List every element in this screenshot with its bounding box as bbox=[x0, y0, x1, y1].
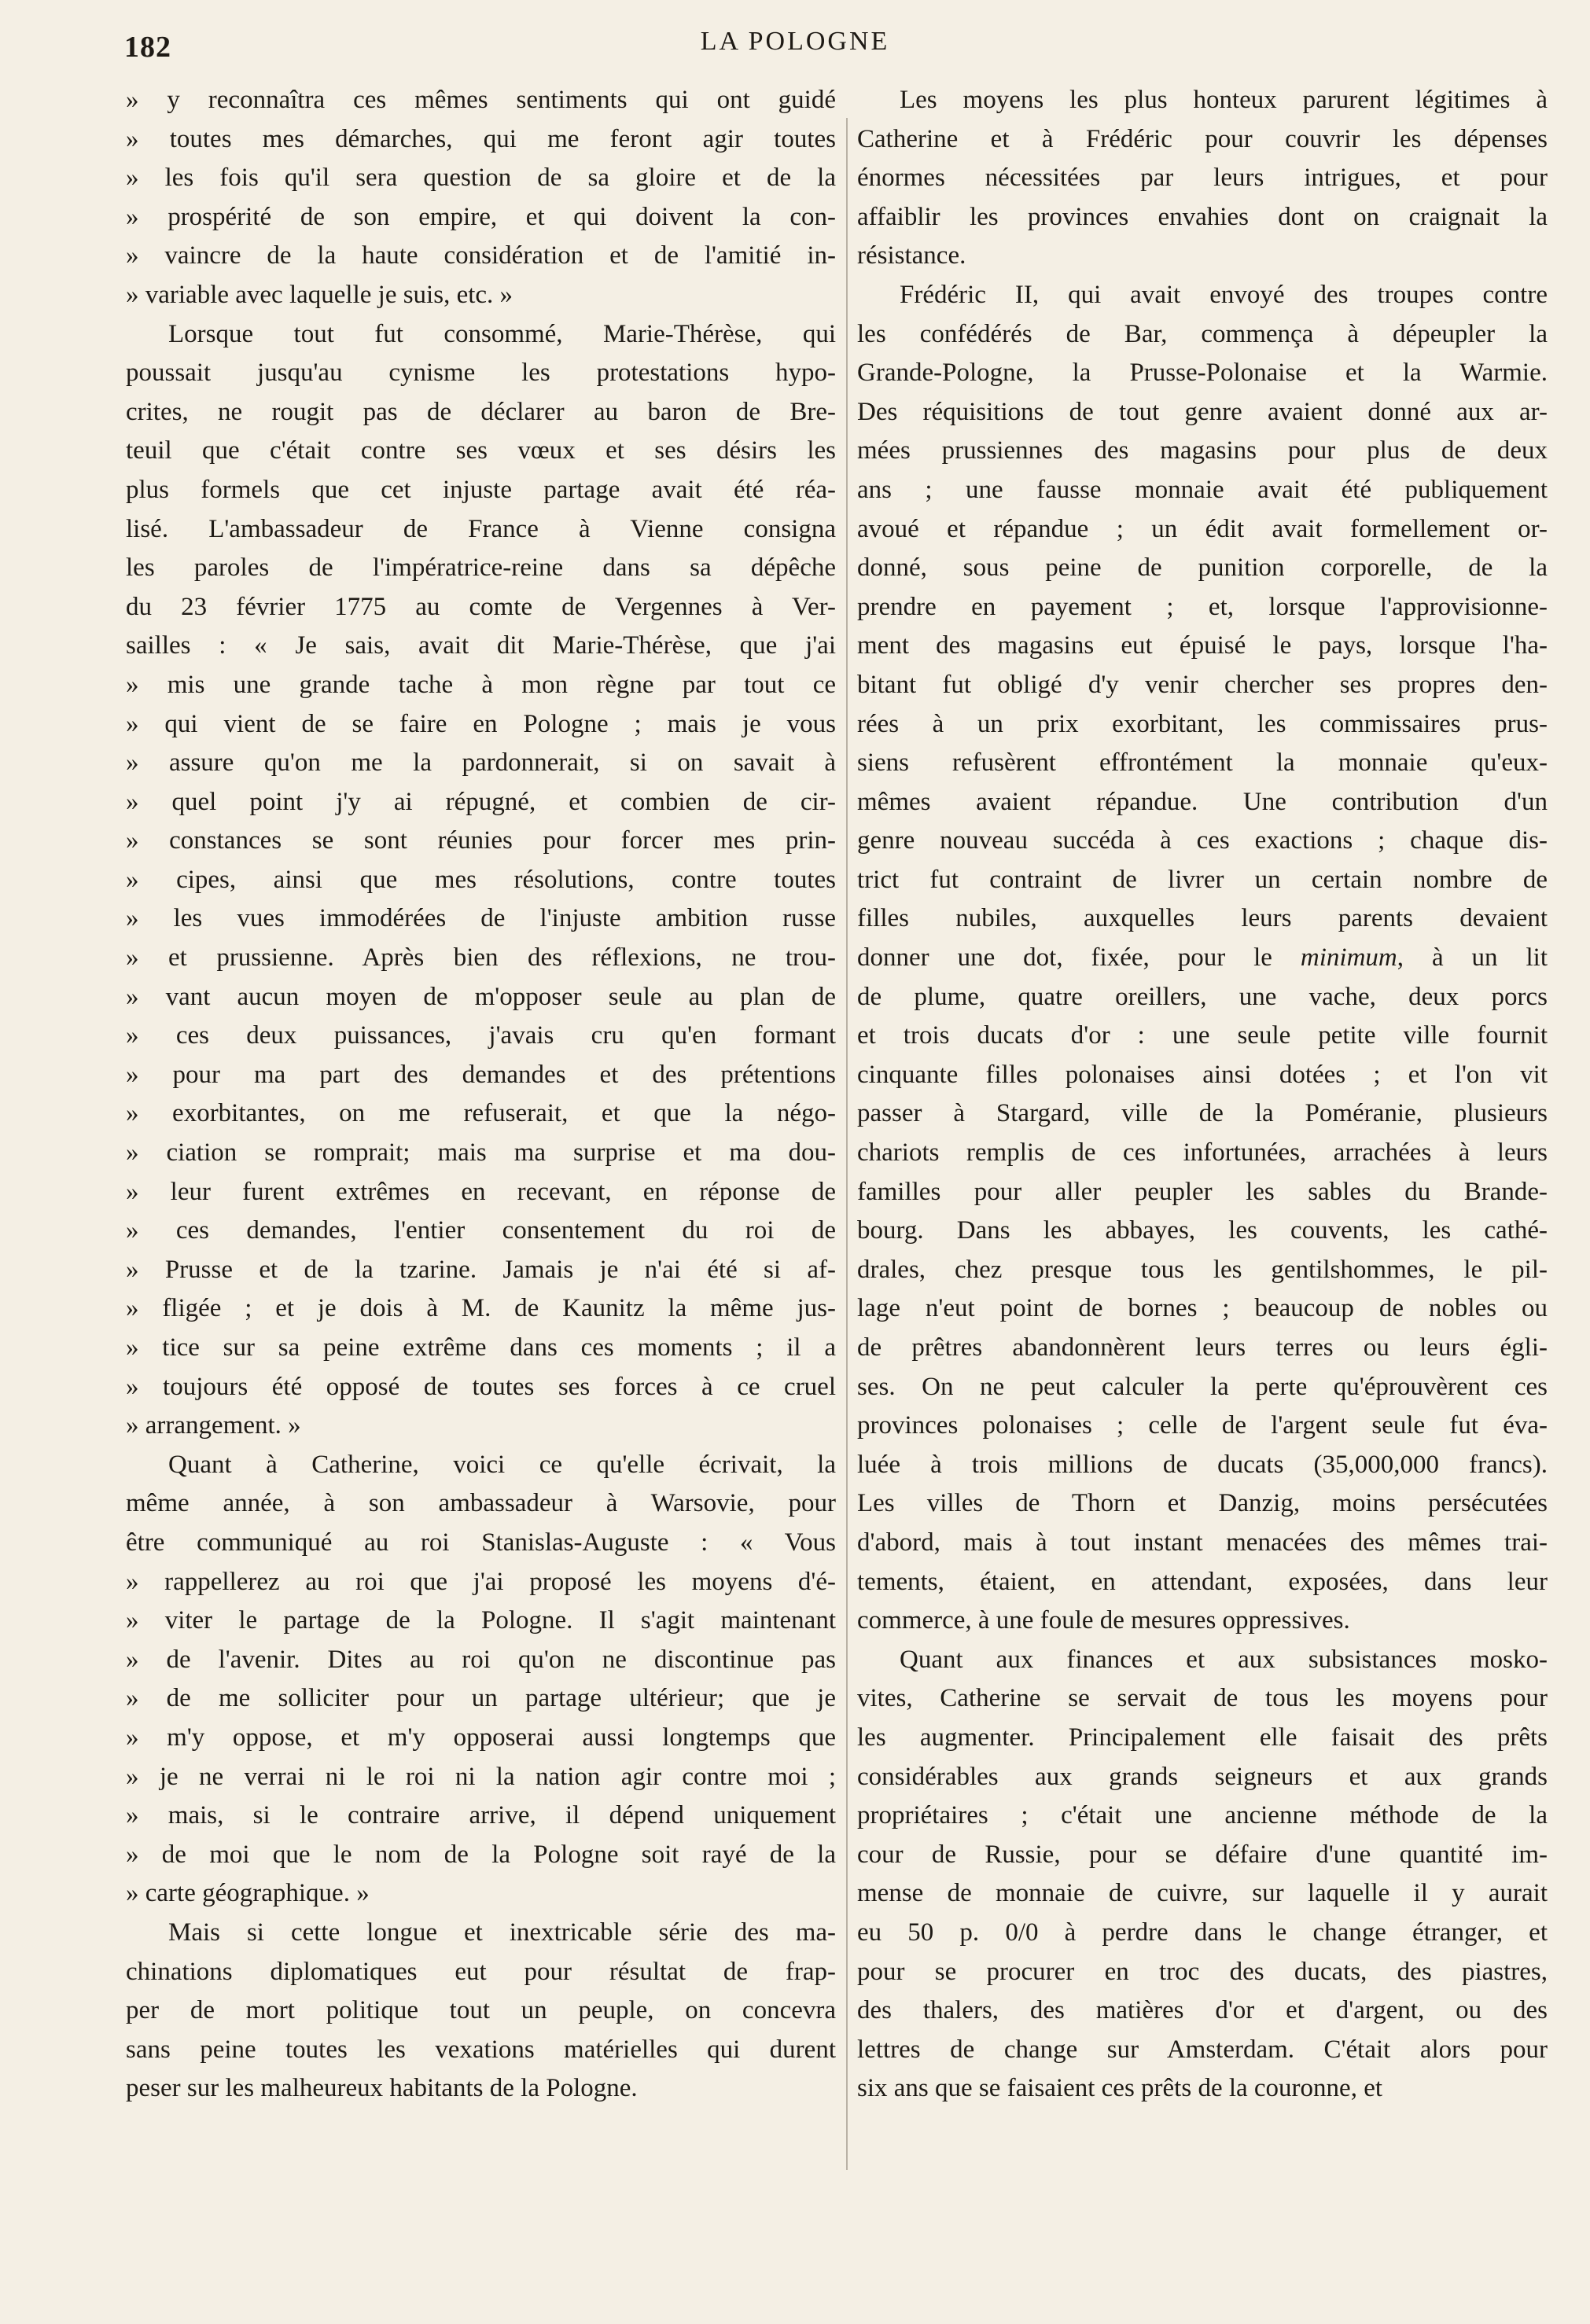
text-line: sailles : « Je sais, avait dit Marie-Thérèse, que j'ai bbox=[126, 631, 836, 660]
text-line: ment des magasins eut épuisé le pays, lorsque l'ha- bbox=[857, 631, 1548, 660]
text-line: » toutes mes démarches, qui me feront agir toutes bbox=[126, 124, 836, 153]
text-line: lage n'eut point de bornes ; beaucoup de nobles ou bbox=[857, 1294, 1548, 1323]
text-line: » leur furent extrêmes en recevant, en réponse de bbox=[126, 1177, 836, 1206]
text-line: » ciation se romprait; mais ma surprise et ma dou- bbox=[126, 1138, 836, 1168]
text-line: cour de Russie, pour se défaire d'une quantité im- bbox=[857, 1840, 1548, 1869]
text-line: » je ne verrai ni le roi ni la nation agir contre moi ; bbox=[126, 1762, 836, 1791]
text-line: » mis une grande tache à mon règne par tout ce bbox=[126, 670, 836, 699]
text-line: cinquante filles polonaises ainsi dotées ; et l'on vit bbox=[857, 1060, 1548, 1089]
text-line: » les fois qu'il sera question de sa gloire et de la bbox=[126, 164, 836, 193]
text-line: » vaincre de la haute considération et de l'amitié in- bbox=[126, 241, 836, 270]
paragraph bbox=[126, 1446, 836, 1914]
text-line: Quant à Catherine, voici ce qu'elle écrivait, la bbox=[168, 1450, 836, 1479]
text-line: per de mort politique tout un peuple, on concevra bbox=[126, 1996, 836, 2025]
text-line: provinces polonaises ; celle de l'argent seule fut éva- bbox=[857, 1411, 1548, 1440]
text-line: » ces demandes, l'entier consentement du roi de bbox=[126, 1216, 836, 1245]
text-line: » de l'avenir. Dites au roi qu'on ne discontinue pas bbox=[126, 1645, 836, 1674]
text-line: vites, Catherine se servait de tous les moyens pour bbox=[857, 1684, 1548, 1713]
text-line: Les villes de Thorn et Danzig, moins persécutées bbox=[857, 1489, 1548, 1518]
text-line: tements, étaient, en attendant, exposées, dans leur bbox=[857, 1567, 1548, 1596]
text-line: genre nouveau succéda à ces exactions ; chaque dis- bbox=[857, 826, 1548, 855]
text-line: considérables aux grands seigneurs et aux grands bbox=[857, 1762, 1548, 1791]
text-line: » de moi que le nom de la Pologne soit rayé de la bbox=[126, 1840, 836, 1869]
text-line: » m'y oppose, et m'y opposerai aussi longtemps que bbox=[126, 1723, 836, 1752]
text-line: drales, chez presque tous les gentilshommes, le pil- bbox=[857, 1255, 1548, 1284]
text-line: ses. On ne peut calculer la perte qu'éprouvèrent ces bbox=[857, 1372, 1548, 1401]
text-line: de plume, quatre oreillers, une vache, deux porcs bbox=[857, 982, 1548, 1011]
text-line: Grande-Pologne, la Prusse-Polonaise et la Warmie. bbox=[857, 359, 1548, 388]
text-line: résistance. bbox=[857, 241, 966, 270]
text-line: » y reconnaîtra ces mêmes sentiments qui ont guidé bbox=[126, 86, 836, 114]
paragraph bbox=[126, 1914, 836, 2109]
text-line: propriétaires ; c'était une ancienne méthode de la bbox=[857, 1801, 1548, 1830]
text-line: » viter le partage de la Pologne. Il s'agit maintenant bbox=[126, 1606, 836, 1635]
text-line: et trois ducats d'or : une seule petite ville fournit bbox=[857, 1021, 1548, 1050]
text-line: » assure qu'on me la pardonnerait, si on savait à bbox=[126, 748, 836, 778]
text-line: » variable avec laquelle je suis, etc. » bbox=[126, 280, 513, 309]
right-column bbox=[857, 81, 1548, 2109]
text-line: » mais, si le contraire arrive, il dépend uniquement bbox=[126, 1801, 836, 1830]
text-line: » constances se sont réunies pour forcer mes prin- bbox=[126, 826, 836, 855]
text-line: d'abord, mais à tout instant menacées des mêmes trai- bbox=[857, 1528, 1548, 1557]
text-line: » arrangement. » bbox=[126, 1411, 301, 1440]
text-line: » exorbitantes, on me refuserait, et que la négo- bbox=[126, 1099, 836, 1128]
text-line: énormes nécessitées par leurs intrigues, et pour bbox=[857, 164, 1548, 193]
left-column bbox=[126, 81, 836, 2109]
page-number: 182 bbox=[124, 31, 171, 64]
text-line: mêmes avaient répandue. Une contribution d'un bbox=[857, 787, 1548, 816]
text-line: » de me solliciter pour un partage ultérieur; que je bbox=[126, 1684, 836, 1713]
text-line: Catherine et à Frédéric pour couvrir les dépenses bbox=[857, 124, 1548, 153]
text-line: » fligée ; et je dois à M. de Kaunitz la même jus- bbox=[126, 1294, 836, 1323]
text-line: six ans que se faisaient ces prêts de la couronne, et bbox=[857, 2074, 1383, 2103]
text-line: mées prussiennes des magasins pour plus de deux bbox=[857, 436, 1548, 465]
text-line: bitant fut obligé d'y venir chercher ses propres den- bbox=[857, 670, 1548, 699]
text-line: » prospérité de son empire, et qui doivent la con- bbox=[126, 202, 836, 231]
text-line: pour se procurer en troc des ducats, des piastres, bbox=[857, 1957, 1548, 1986]
text-line: ans ; une fausse monnaie avait été publiquement bbox=[857, 475, 1548, 504]
text-line: poussait jusqu'au cynisme les protestations hypo- bbox=[126, 359, 836, 388]
text-line: teuil que c'était contre ses vœux et ses désirs les bbox=[126, 436, 836, 465]
text-line: » cipes, ainsi que mes résolutions, contre toutes bbox=[126, 865, 836, 894]
text-line: plus formels que cet injuste partage avait été réa- bbox=[126, 475, 836, 504]
text-line: eu 50 p. 0/0 à perdre dans le change étranger, et bbox=[857, 1918, 1548, 1947]
text-line: peser sur les malheureux habitants de la Pologne. bbox=[126, 2074, 638, 2103]
text-line: » qui vient de se faire en Pologne ; mais je vous bbox=[126, 709, 836, 738]
text-line: Mais si cette longue et inextricable série des ma- bbox=[168, 1918, 836, 1947]
paragraph bbox=[857, 1641, 1548, 2109]
text-line: commerce, à une foule de mesures oppressives. bbox=[857, 1606, 1350, 1635]
text-line: de prêtres abandonnèrent leurs terres ou leurs égli- bbox=[857, 1333, 1548, 1362]
text-line: » Prusse et de la tzarine. Jamais je n'ai été si af- bbox=[126, 1255, 836, 1284]
text-line: Les moyens les plus honteux parurent légitimes à bbox=[900, 86, 1548, 114]
text-line: même année, à son ambassadeur à Warsovie, pour bbox=[126, 1489, 836, 1518]
text-line: les paroles de l'impératrice-reine dans sa dépêche bbox=[126, 553, 836, 583]
paragraph bbox=[126, 81, 836, 315]
text-line: bourg. Dans les abbayes, les couvents, les cathé- bbox=[857, 1216, 1548, 1245]
column-divider bbox=[846, 118, 848, 2170]
text-line: trict fut contraint de livrer un certain nombre de bbox=[857, 865, 1548, 894]
text-line: Frédéric II, qui avait envoyé des troupes contre bbox=[900, 280, 1548, 309]
text-line: » vant aucun moyen de m'opposer seule au plan de bbox=[126, 982, 836, 1011]
text-line: être communiqué au roi Stanislas-Auguste : « Vous bbox=[126, 1528, 836, 1557]
text-line: » quel point j'y ai répugné, et combien de cir- bbox=[126, 787, 836, 816]
text-line: luée à trois millions de ducats (35,000,000 francs). bbox=[857, 1450, 1548, 1479]
text-line: filles nubiles, auxquelles leurs parents devaient bbox=[857, 904, 1548, 933]
text-line: siens refusèrent effrontément la monnaie qu'eux- bbox=[857, 748, 1548, 778]
text-line: les confédérés de Bar, commença à dépeupler la bbox=[857, 319, 1548, 348]
text-line: Des réquisitions de tout genre avaient donné aux ar- bbox=[857, 397, 1548, 426]
text-line: » ces deux puissances, j'avais cru qu'en formant bbox=[126, 1021, 836, 1050]
text-line: du 23 février 1775 au comte de Vergennes à Ver- bbox=[126, 592, 836, 621]
text-line: crites, ne rougit pas de déclarer au baron de Bre- bbox=[126, 397, 836, 426]
paragraph bbox=[857, 81, 1548, 276]
running-title: LA POLOGNE bbox=[700, 27, 890, 56]
text-line: rées à un prix exorbitant, les commissaires prus- bbox=[857, 709, 1548, 738]
text-line: lisé. L'ambassadeur de France à Vienne consigna bbox=[126, 514, 836, 543]
text-line: chariots remplis de ces infortunées, arrachées à leurs bbox=[857, 1138, 1548, 1168]
text-line: passer à Stargard, ville de la Poméranie, plusieurs bbox=[857, 1099, 1548, 1128]
text-line: » rappellerez au roi que j'ai proposé les moyens d'é- bbox=[126, 1567, 836, 1596]
text-line: les augmenter. Principalement elle faisait des prêts bbox=[857, 1723, 1548, 1752]
text-line: donner une dot, fixée, pour le minimum, à un lit bbox=[857, 943, 1548, 973]
text-line: Quant aux finances et aux subsistances mosko- bbox=[900, 1645, 1548, 1674]
text-line: prendre en payement ; et, lorsque l'approvisionne- bbox=[857, 592, 1548, 621]
text-line: Lorsque tout fut consommé, Marie-Thérèse, qui bbox=[168, 319, 836, 348]
text-line: lettres de change sur Amsterdam. C'était alors pour bbox=[857, 2035, 1548, 2064]
text-line: affaiblir les provinces envahies dont on craignait la bbox=[857, 202, 1548, 231]
text-line: donné, sous peine de punition corporelle, de la bbox=[857, 553, 1548, 583]
text-line: mense de monnaie de cuivre, sur laquelle il y aurait bbox=[857, 1879, 1548, 1908]
text-line: sans peine toutes les vexations matérielles qui durent bbox=[126, 2035, 836, 2064]
text-line: » pour ma part des demandes et des prétentions bbox=[126, 1060, 836, 1089]
paragraph bbox=[126, 315, 836, 1446]
text-line: » carte géographique. » bbox=[126, 1879, 370, 1908]
text-line: avoué et répandue ; un édit avait formellement or- bbox=[857, 514, 1548, 543]
text-line: » tice sur sa peine extrême dans ces moments ; il a bbox=[126, 1333, 836, 1362]
paragraph bbox=[857, 276, 1548, 1641]
text-line: » les vues immodérées de l'injuste ambition russe bbox=[126, 904, 836, 933]
text-line: des thalers, des matières d'or et d'argent, ou des bbox=[857, 1996, 1548, 2025]
text-line: chinations diplomatiques eut pour résultat de frap- bbox=[126, 1957, 836, 1986]
text-line: » et prussienne. Après bien des réflexions, ne trou- bbox=[126, 943, 836, 973]
text-line: familles pour aller peupler les sables du Brande- bbox=[857, 1177, 1548, 1206]
text-line: » toujours été opposé de toutes ses forces à ce cruel bbox=[126, 1372, 836, 1401]
